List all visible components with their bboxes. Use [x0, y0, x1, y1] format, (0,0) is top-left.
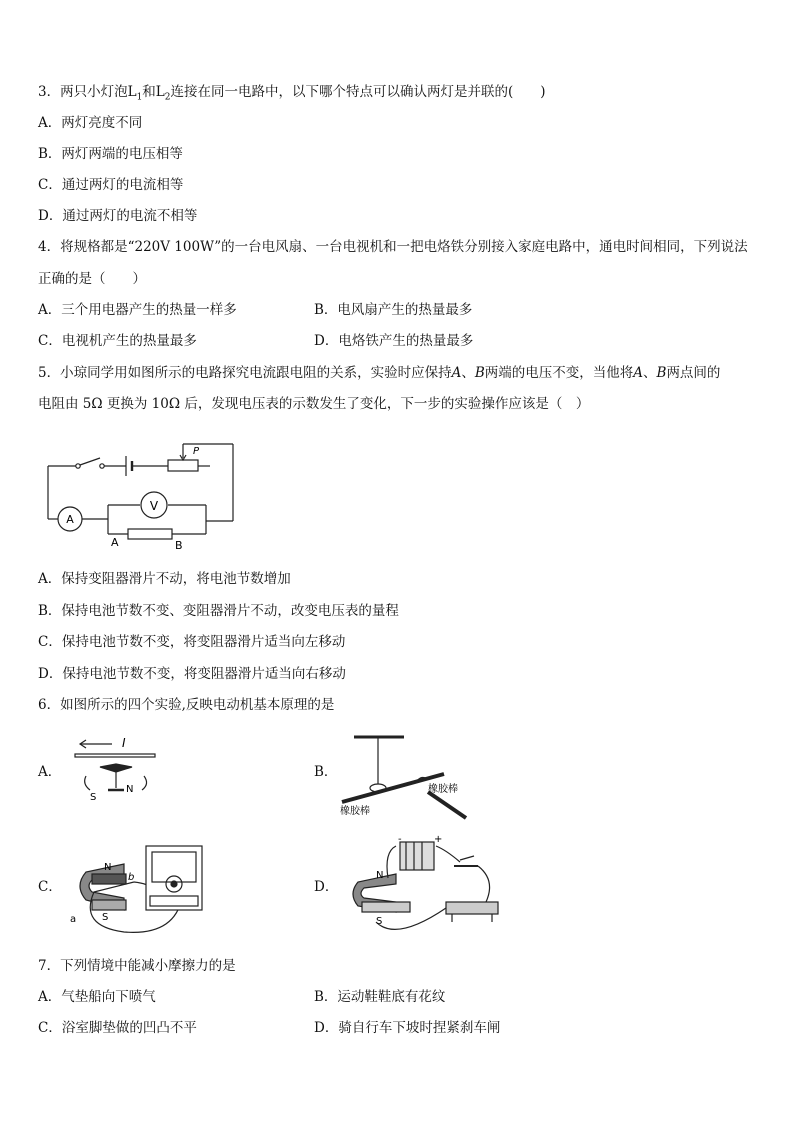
label-p: P [193, 446, 200, 457]
label-point-b: B [175, 539, 183, 551]
label-point-a: A [111, 536, 119, 549]
q3-option-c: C．通过两灯的电流相等 [38, 177, 184, 193]
q6-figure-d-motor [336, 832, 506, 940]
q5-option-c: C．保持电池节数不变，将变阻器滑片适当向左移动 [38, 634, 346, 650]
q6-option-b-label: B． [314, 764, 338, 780]
q3-option-d: D．通过两灯的电流不相等 [38, 208, 198, 224]
label-s: S [102, 912, 109, 923]
switch-pivot [76, 464, 80, 468]
label-b: b [128, 872, 135, 883]
hand-rod [428, 792, 466, 818]
label-current: I [122, 736, 126, 750]
rheostat-body [168, 460, 198, 471]
q6-figure-b-charged-rods [336, 730, 476, 820]
label-plus: + [434, 834, 443, 845]
q5-circuit-diagram [40, 436, 240, 551]
q3-option-b: B．两灯两端的电压相等 [38, 146, 183, 162]
q7-option-c: C．浴室脚垫做的凹凸不平 [38, 1020, 197, 1036]
q4-stem-line2: 正确的是（ ） [38, 271, 146, 287]
q3-stem: 3．两只小灯泡$L_1$和$L_2$连接在同一电路中，以下哪个特点可以确认两灯是并联的( ) [38, 84, 546, 103]
label-n: N [376, 870, 384, 881]
q4-stem-line1: 4．将规格都是“220V 100W”的一台电风扇、一台电视机和一把电烙铁分别接入家庭电路中，通电时间相同，下列说法 [38, 239, 748, 255]
q6-figure-a-oersted [70, 734, 170, 809]
label-minus: - [398, 834, 402, 845]
q5-stem-line1: 5．小琼同学用如图所示的电路探究电流跟电阻的关系，实验时应保持A、B两端的电压不变，当他将A、B两点间的 [38, 365, 721, 381]
q6-option-a-label: A． [38, 764, 62, 780]
label-voltmeter: V [149, 499, 159, 513]
q3-option-a: A．两灯亮度不同 [38, 115, 143, 131]
switch-contact [100, 464, 104, 468]
battery-pack [400, 842, 434, 870]
q7-option-b: B．运动鞋鞋底有花纹 [314, 989, 446, 1005]
galvanometer [146, 846, 202, 910]
label-s: S [90, 792, 97, 803]
rotation-arrow-right [142, 776, 147, 790]
q5-option-d: D．保持电池节数不变，将变阻器滑片适当向右移动 [38, 666, 346, 682]
q5-option-b: B．保持电池节数不变、变阻器滑片不动，改变电压表的量程 [38, 603, 399, 619]
q7-stem: 7．下列情境中能减小摩擦力的是 [38, 958, 236, 974]
label-s: S [376, 916, 383, 927]
label-rod-1: 橡胶棒 [340, 806, 370, 817]
label-n: N [126, 784, 134, 795]
q4-option-d: D．电烙铁产生的热量最多 [314, 333, 474, 349]
q6-stem: 6．如图所示的四个实验,反映电动机基本原理的是 [38, 697, 335, 713]
label-a: a [70, 914, 77, 925]
rotation-arrow-left [85, 776, 90, 790]
q5-stem-line2: 电阻由 5Ω 更换为 10Ω 后，发现电压表的示数发生了变化，下一步的实验操作应该是（ ） [38, 396, 590, 412]
compass-needle [100, 764, 132, 772]
q6-figure-c-generator [64, 836, 214, 940]
q4-option-c: C．电视机产生的热量最多 [38, 333, 197, 349]
q7-option-d: D．骑自行车下坡时捏紧刹车闸 [314, 1020, 501, 1036]
q5-option-a: A．保持变阻器滑片不动，将电池节数增加 [38, 571, 291, 587]
label-n: N [104, 862, 112, 873]
label-ammeter: A [66, 513, 74, 526]
q6-option-d-label: D． [314, 879, 339, 895]
q4-option-b: B．电风扇产生的热量最多 [314, 302, 473, 318]
q4-option-a: A．三个用电器产生的热量一样多 [38, 302, 237, 318]
resistor-ab [128, 529, 172, 539]
label-rod-2: 橡胶棒 [428, 784, 458, 795]
straight-wire [75, 754, 155, 757]
switch-blade [80, 458, 100, 465]
q7-option-a: A．气垫船向下喷气 [38, 989, 156, 1005]
rheostat [446, 902, 498, 914]
q6-option-c-label: C． [38, 879, 62, 895]
